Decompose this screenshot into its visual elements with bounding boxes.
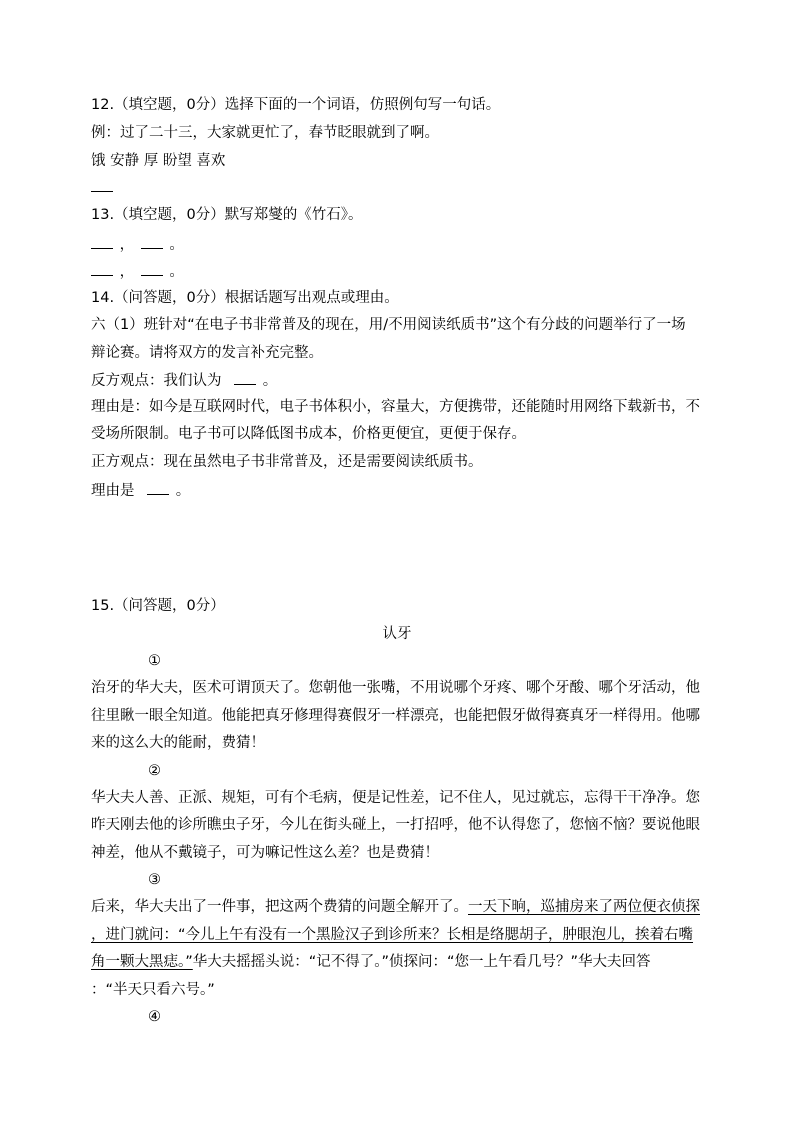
q14-title: 14.（问答题，0分）根据话题写出观点或理由。 xyxy=(91,290,399,306)
q14-pro-viewpoint: 正方观点：现在虽然电子书非常普及，还是需要阅读纸质书。 xyxy=(91,454,483,470)
q14-intro-line-1: 六（1）班针对“在电子书非常普及的现在，用/不用阅读纸质书”这个有分歧的问题举行了一场 xyxy=(91,317,686,333)
q13-blank-2[interactable] xyxy=(141,234,163,249)
paragraph-1-line-1: 治牙的华大夫，医术可谓顶天了。您朝他一张嘴，不用说哪个牙疼、哪个牙酸、哪个牙活动，他 xyxy=(91,680,700,696)
q12-word-choices: 饿 安静 厚 盼望 喜欢 xyxy=(91,153,226,169)
q14-pro-blank[interactable] xyxy=(147,480,169,495)
paragraph-2-line-3: 神差，他从不戴镜子，可为嘛记性这么差？也是费猜！ xyxy=(91,845,439,861)
paragraph-2-line-1: 华大夫人善、正派、规矩，可有个毛病，便是记性差，记不住人，见过就忘，忘得干干净净。您 xyxy=(91,790,700,806)
q14-intro-line-2: 辩论赛。请将双方的发言补充完整。 xyxy=(91,345,323,361)
paragraph-3-line-4: ：“半天只看六号。” xyxy=(91,982,215,998)
q13-blank-1[interactable] xyxy=(91,234,113,249)
q12-answer-blank[interactable] xyxy=(91,177,113,198)
underlined-passage-end: 角一颗大黑痣。” xyxy=(91,954,193,970)
paragraph-3-line-3: 角一颗大黑痣。”华大夫摇摇头说：“记不得了。”侦探问：“您一上午看几号？”华大夫回答 xyxy=(91,954,651,970)
q12-example: 例：过了二十三，大家就更忙了，春节眨眼就到了啊。 xyxy=(91,125,439,141)
q13-blank-4[interactable] xyxy=(141,261,163,276)
q15-title: 15.（问答题，0分） xyxy=(91,598,225,614)
paragraph-marker-4: ④ xyxy=(148,1009,161,1025)
underlined-passage: 一天下晌，巡捕房来了两位便衣侦探 xyxy=(468,899,700,915)
q12-title: 12.（填空题，0分）选择下面的一个词语，仿照例句写一句话。 xyxy=(91,97,501,113)
paragraph-1-line-2: 往里瞅一眼全知道。他能把真牙修理得赛假牙一样漂亮，也能把假牙做得赛真牙一样得用。他哪 xyxy=(91,708,700,724)
q13-blank-3[interactable] xyxy=(91,261,113,276)
q13-answer-line-1: ， 。 xyxy=(91,234,184,255)
paragraph-marker-1: ① xyxy=(148,653,161,669)
paragraph-3-line-1: 后来，华大夫出了一件事，把这两个费猜的问题全解开了。一天下晌，巡捕房来了两位便衣侦探 xyxy=(91,899,700,915)
q14-reason-line-2: 受场所限制。电子书可以降低图书成本，价格更便宜，更便于保存。 xyxy=(91,426,526,442)
q14-reason-line-1: 理由是：如今是互联网时代，电子书体积小，容量大，方便携带，还能随时用网络下载新书，不 xyxy=(91,399,700,415)
essay-title: 认牙 xyxy=(382,626,412,642)
q13-title: 13.（填空题，0分）默写郑燮的《竹石》。 xyxy=(91,207,363,223)
paragraph-marker-2: ② xyxy=(148,763,161,779)
paragraph-1-line-3: 来的这么大的能耐，费猜！ xyxy=(91,735,265,751)
q14-pro-reason: 理由是 。 xyxy=(91,480,190,501)
q14-con-blank[interactable] xyxy=(234,370,256,385)
q13-answer-line-2: ， 。 xyxy=(91,261,184,282)
paragraph-marker-3: ③ xyxy=(148,872,161,888)
paragraph-2-line-2: 昨天刚去他的诊所瞧虫子牙，今儿在街头碰上，一打招呼，他不认得您了，您恼不恼？要说他眼 xyxy=(91,817,700,833)
q14-con-viewpoint: 反方观点：我们认为 。 xyxy=(91,370,277,391)
paragraph-3-line-2: ，进门就问：“今儿上午有没有一个黑脸汉子到诊所来？长相是络腮胡子，肿眼泡儿，挨着右嘴 xyxy=(91,927,694,943)
